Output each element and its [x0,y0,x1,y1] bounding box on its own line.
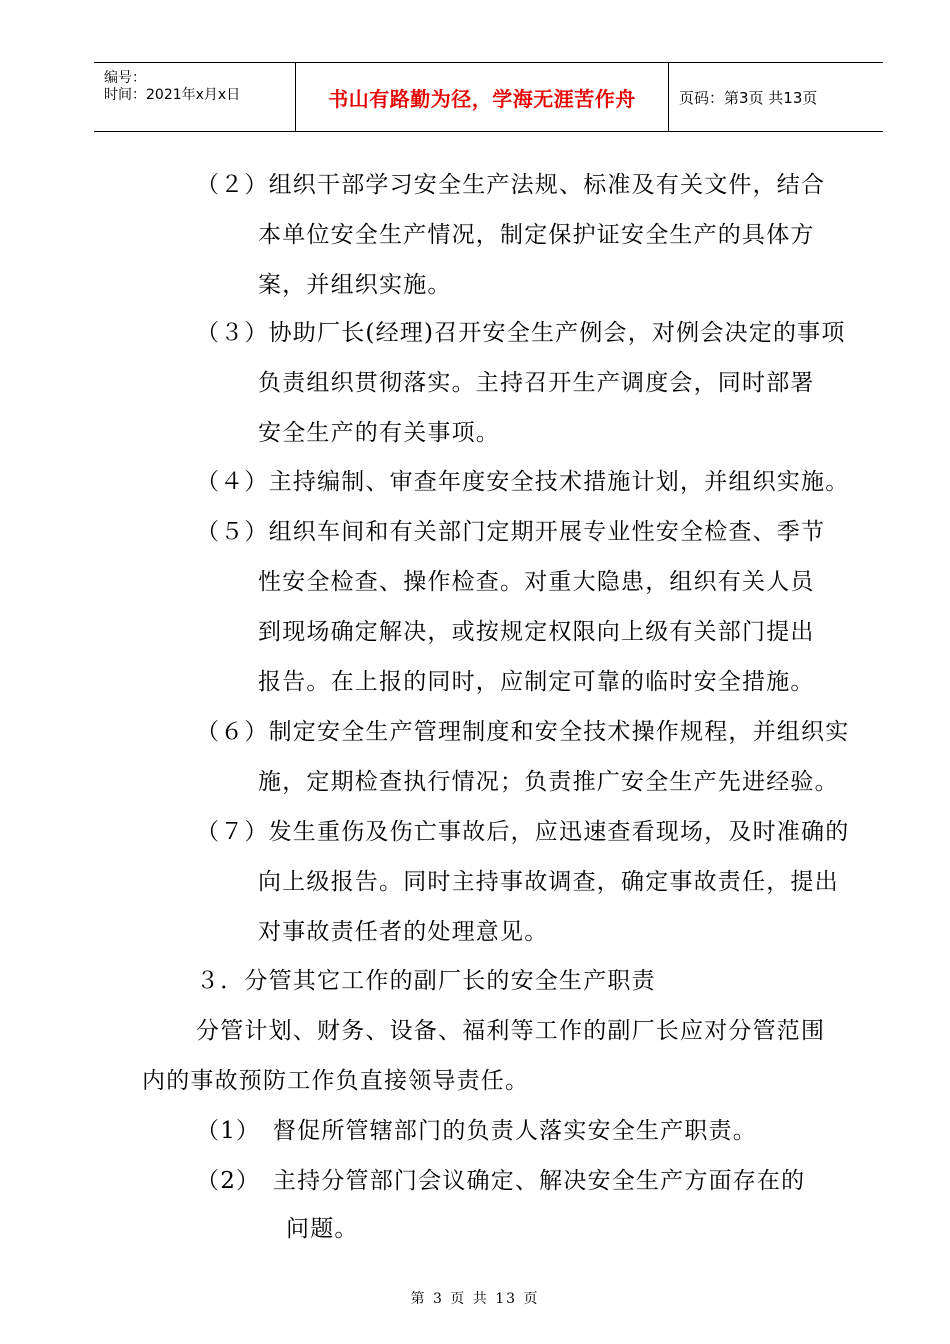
paragraph-line: 案，并组织实施。 [258,272,452,298]
paragraph-line: 安全生产的有关事项。 [258,420,500,446]
paragraph-line: 负责组织贯彻落实。主持召开生产调度会，同时部署 [258,370,815,396]
doc-number-label: 编号： [104,70,146,86]
paragraph-line: （1） 督促所管辖部门的负责人落实安全生产职责。 [196,1118,757,1144]
paragraph-line: （４）主持编制、审查年度安全技术措施计划，并组织实施。 [196,469,850,495]
paragraph-line: 性安全检查、操作检查。对重大隐患，组织有关人员 [258,569,815,595]
header-motto: 书山有路勤为径，学海无涯苦作舟 [328,86,636,111]
header-page-info: 页码：第3页 共13页 [679,88,818,107]
paragraph-line: 问题。 [286,1216,359,1242]
doc-date: 时间：2021年x月x日 [104,87,241,103]
section-heading: ３．分管其它工作的副厂长的安全生产职责 [196,968,656,994]
paragraph-line: （３）协助厂长(经理)召开安全生产例会，对例会决定的事项 [196,320,846,346]
page-header [94,62,883,132]
paragraph-line: 到现场确定解决，或按规定权限向上级有关部门提出 [258,619,815,645]
paragraph-line: 本单位安全生产情况，制定保护证安全生产的具体方 [258,222,815,248]
paragraph-line: （2） 主持分管部门会议确定、解决安全生产方面存在的 [196,1168,806,1194]
paragraph-line: 向上级报告。同时主持事故调查，确定事故责任，提出 [258,869,839,895]
paragraph-line: 施，定期检查执行情况；负责推广安全生产先进经验。 [258,769,839,795]
paragraph-line: 内的事故预防工作负直接领导责任。 [142,1068,530,1094]
paragraph-line: （６）制定安全生产管理制度和安全技术操作规程，并组织实 [196,719,850,745]
paragraph-line: （５）组织车间和有关部门定期开展专业性安全检查、季节 [196,519,826,545]
header-motto-cell [296,63,669,131]
paragraph-line: 对事故责任者的处理意见。 [258,919,549,945]
paragraph-line: 报告。在上报的同时，应制定可靠的临时安全措施。 [258,669,815,695]
paragraph-line: （２）组织干部学习安全生产法规、标准及有关文件，结合 [196,172,826,198]
page-footer: 第 3 页 共 13 页 [410,1291,540,1307]
header-meta [94,63,296,131]
paragraph-line: 分管计划、财务、设备、福利等工作的副厂长应对分管范围 [196,1018,826,1044]
paragraph-line: （７）发生重伤及伤亡事故后，应迅速查看现场，及时准确的 [196,819,850,845]
